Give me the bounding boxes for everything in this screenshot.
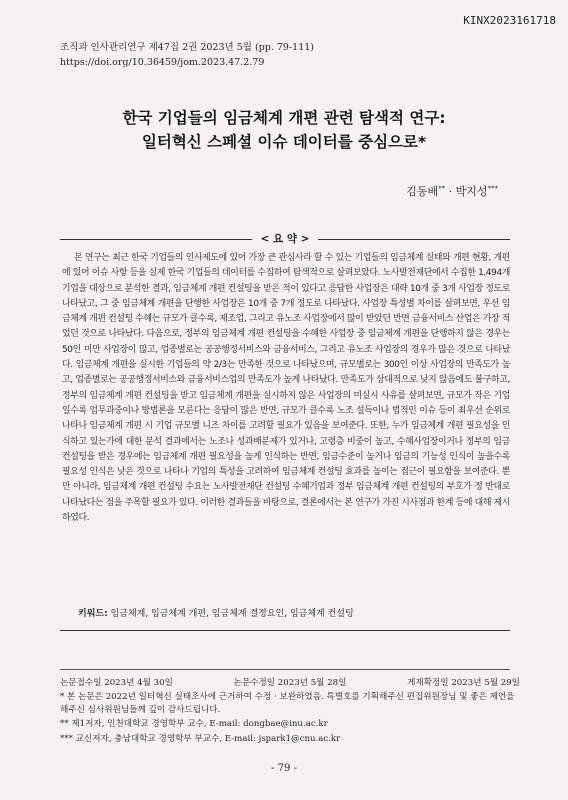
- abstract-body: 본 연구는 최근 한국 기업들의 인사제도에 있어 가장 큰 관심사라 할 수 있는 기업들의 임금체계 실태와 개편 현황, 개편에 있어 이슈 사항 등을 실제 한국 기업들의 데이터를 수집하여 탐색적으로 살펴보았다. 노사발전재단에서 수집한 1,494개 기업을 대상으로 분석한 결과, 임금체계 개편 컨설팅을 받은 적이 있다고 응답한 사업장은 대략 10개 중 3개 사업장 정도로 나타났고, 그 중 임금체계 개편을 단행한 사업장은 10개 중 7개 정도로 나타났다. 사업장 특성별 차이를 살펴보면, 우선 임금체계 개편 컨설팅 수혜는 규모가 클수록, 제조업, 그리고 유노조 사업장에서 많이 받았던 반면 금융서비스 산업은 가장 적었던 것으로 나타났다. 다음으로, 정부의 임금체계 개편 컨설팅을 수혜한 사업장 중 임금체계 개편을 단행하지 않은 경우는 50인 미만 사업장이 많고, 업종별로는 공공행정서비스와 금융서비스, 그리고 유노조 사업장의 경우가 많은 것으로 나타났다. 임금체계 개편을 실시한 기업들의 약 2/3는 만족한 것으로 나타났으며, 규모별로는 300인 이상 사업장의 만족도가 높고, 업종별로는 공공행정서비스와 금융서비스업의 만족도가 높게 나타났다. 만족도가 상대적으로 낮지 않음에도 불구하고, 정부의 임금체계 개편 컨설팅을 받고 임금체계 개편을 실시하지 않은 사업장의 미실시 사유를 살펴보면, 규모가 작은 기업일수록 업무과중이나 방법론을 모른다는 응답이 많은 반면, 규모가 클수록 노조 설득이나 법적인 이슈 등이 최우선 순위로 나타나 임금체계 개편 시 기업 규모별 니즈 차이를 고려할 필요가 있음을 보여준다. 또한, 누가 임금체계 개편 필요성을 인식하고 있는가에 대한 분석 결과에서는 노조나 성과배분제가 있거나, 고령층 비중이 높고, 수혜사업장이거나 정부의 임금컨설팅을 받은 경우에는 임금체계 개편 필요성을 높게 인식하는 반면, 임금수준이 높거나 임금의 기능성 인식이 높을수록 필요성 인식은 낮은 것으로 나타나 기업의 특성을 고려하여 임금체계 컨설팅 효과를 높이는 접근이 필요함을 보여준다. 뿐만 아니라, 임금체계 개편 컨설팅 수요는 노사발전재단 컨설팅 수혜기업과 정부 임금체계 개편 컨설팅의 부호가 정 반대로 나타났다는 점을 주목할 필요가 있다. 이러한 결과들을 바탕으로, 결론에서는 본 연구가 가진 시사점과 한계 등에 대해 제시하였다.: [62, 253, 510, 524]
- keywords-label: 키워드:: [78, 609, 108, 619]
- abstract-heading: < 요 약 >: [260, 233, 310, 245]
- keywords-text: 임금체계, 임금체계 개편, 임금체계 결정요인, 임금체계 컨설팅: [110, 609, 354, 619]
- author-2-name: 박지성: [455, 185, 488, 198]
- title-line-2: 일터혁신 스페셜 이슈 데이터를 중심으로*: [141, 133, 427, 151]
- submission-dates: [60, 676, 520, 688]
- date-received: 논문접수일 2023년 4월 30일: [60, 678, 173, 688]
- date-revised: 논문수정일 2023년 5월 28일: [233, 678, 347, 688]
- author-list: [406, 183, 498, 199]
- abstract-bottom-rule: [60, 630, 510, 631]
- author-2-mark: ***: [487, 184, 498, 193]
- paper-title: [0, 106, 568, 154]
- journal-header: [60, 40, 314, 70]
- page-number: - 79 -: [271, 763, 297, 774]
- abstract-header-rule-right: [318, 239, 510, 240]
- journal-citation: 조직과 인사관리연구 제47집 2권 2023년 5월 (pp. 79-111): [60, 42, 314, 53]
- author-separator: ·: [445, 185, 456, 198]
- doi-link[interactable]: https://doi.org/10.36459/jom.2023.47.2.79: [60, 57, 265, 68]
- author-1-mark: **: [438, 184, 446, 193]
- abstract-header: [60, 231, 510, 247]
- title-line-1: 한국 기업들의 임금체계 개편 관련 탐색적 연구:: [122, 109, 446, 127]
- footnote-funding: * 본 논문은 2022년 일터혁신 실태조사에 근거하여 수정 · 보완하였음. 특별호를 기획해주신 편집위원장님 및 좋은 제언을 해주신 심사위원님들께 깊이 감사드립니다.: [60, 692, 515, 715]
- footnote-author-1: ** 제1저자, 인천대학교 경영학부 교수, E-mail: dongbae@inu.ac.kr: [60, 719, 328, 729]
- footnote-author-2: *** 교신저자, 충남대학교 경영학부 부교수, E-mail: jspark1@cnu.ac.kr: [60, 734, 341, 744]
- date-accepted: 게재확정일 2023년 5월 29일: [407, 678, 520, 688]
- document-id: KINX2023161718: [463, 14, 556, 27]
- footnote-rule: [60, 669, 510, 670]
- keywords: [78, 606, 354, 619]
- author-1-name: 김동배: [406, 185, 439, 198]
